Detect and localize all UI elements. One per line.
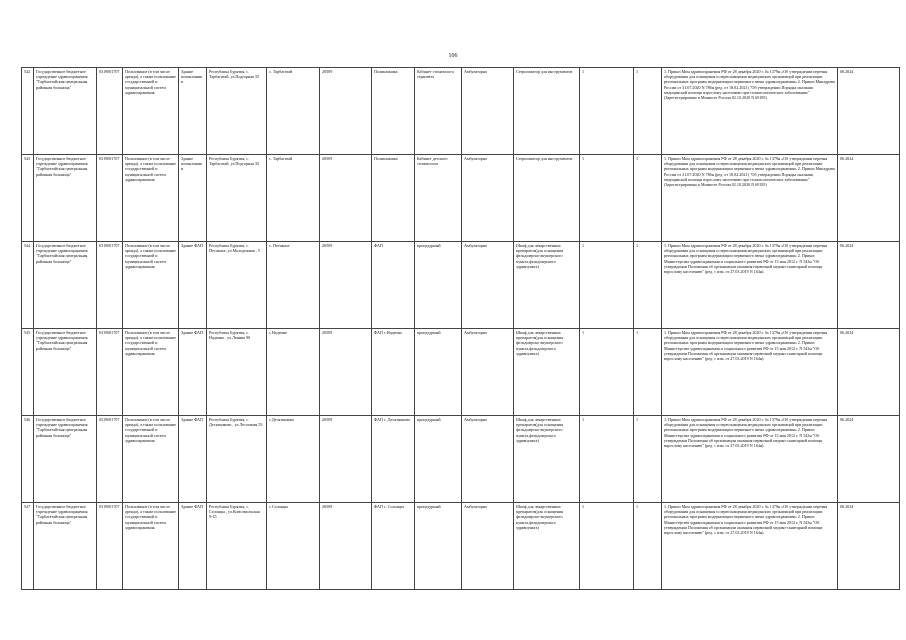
cell-quantity: 1 (580, 155, 634, 242)
cell-settlement: с.Надеино (267, 329, 320, 416)
cell-equipment: Стерилизатор для инструментов (514, 68, 580, 155)
cell-okato: 20509 (320, 68, 372, 155)
cell-settlement: с. Тарбагатай (267, 68, 320, 155)
cell-okato: 20509 (320, 329, 372, 416)
cell-code: 0319001707 (97, 329, 123, 416)
cell-address: Республика Бурятия, с. Десятниково , ул.Лесхозная 55 (207, 416, 267, 503)
cell-number: 545 (22, 329, 34, 416)
cell-building: Здание ФАП (179, 503, 207, 590)
cell-mode: Амбулаторно (462, 155, 514, 242)
cell-address: Республика Бурятия, с. Песчаное, ул.Молодежная , 5 (207, 242, 267, 329)
cell-quantity: 1 (580, 329, 634, 416)
cell-room: Кабинет детского стоматолога (415, 155, 462, 242)
cell-organization: Государственное бюджетное учреждение здравоохранения "Тарбагатайская центральная районная больница" (34, 416, 97, 503)
cell-number: 546 (22, 416, 34, 503)
cell-date: 06.2024 (838, 68, 900, 155)
cell-settlement: с.Солонцы (267, 503, 320, 590)
cell-legal-basis: 1. Приказ Мин здравоохранения РФ от 28 декабря 2020 г. № 1379н «Об утверждении перечня оборудования для оснащения и переоснащения медицинских организаций при реализации региональных программ модернизации первичного звена здравоохранения» 2. Приказ Минздрава России от 31.07.2020 N 786н (ред. от 18.02.2021) "Об утверждении Порядка оказания медицинской помощи взрослому населению при стоматологических заболеваниях" (Зарегистрировано в Минюсте России 02.10.2020 N 60185) (662, 155, 838, 242)
table-row (22, 329, 900, 416)
cell-building: Здание поликлиники (179, 155, 207, 242)
cell-room: Кабинет стоматолога терапевта (415, 68, 462, 155)
cell-purpose: Пользование (в том числе аренда), а также пользование государственной и муниципальной систем здравоохранения (123, 68, 179, 155)
cell-unit: ФАП с. Десятниково (372, 416, 415, 503)
cell-date: 06.2024 (838, 503, 900, 590)
cell-number: 547 (22, 503, 34, 590)
cell-mode: Амбулаторно (462, 503, 514, 590)
cell-quantity: 1 (580, 68, 634, 155)
cell-organization: Государственное бюджетное учреждение здравоохранения "Тарбагатайская центральная районная больница" (34, 68, 97, 155)
cell-quantity-required: 1 (634, 155, 662, 242)
cell-settlement: с.Десятниково (267, 416, 320, 503)
cell-quantity: 1 (580, 503, 634, 590)
cell-purpose: Пользование (в том числе аренда), а также пользование государственной и муниципальной систем здравоохранения (123, 416, 179, 503)
cell-okato: 20509 (320, 503, 372, 590)
cell-building: Здание ФАП (179, 416, 207, 503)
cell-quantity-required: 1 (634, 68, 662, 155)
cell-organization: Государственное бюджетное учреждение здравоохранения "Тарбагатайская центральная районная больница" (34, 242, 97, 329)
cell-code: 0319001707 (97, 242, 123, 329)
cell-room: процедурный (415, 242, 462, 329)
table-row (22, 416, 900, 503)
cell-equipment: Шкаф для лекарственных препаратов(для оснащения фельдшерско-акушерского пункта,фельдшерского здравпункта) (514, 416, 580, 503)
cell-organization: Государственное бюджетное учреждение здравоохранения "Тарбагатайская центральная районная больница" (34, 503, 97, 590)
cell-mode: Амбулаторно (462, 242, 514, 329)
cell-legal-basis: 1. Приказ Мин здравоохранения РФ от 28 декабря 2020 г. № 1379н «Об утверждении перечня оборудования для оснащения и переоснащения медицинских организаций при реализации региональных программ модернизации первичного звена здравоохранения» 2. Приказ Министерства здравоохранения и социального развития РФ от 15 мая 2012 г. N 543н "Об утверждении Положения об организации оказания первичной медико-санитарной помощи взрослому населению" (ред. с изм. от 27.03.2019 N 164н). (662, 416, 838, 503)
cell-settlement: с. Песчаное (267, 242, 320, 329)
cell-building: Здание поликлиники (179, 68, 207, 155)
cell-purpose: Пользование (в том числе аренда), а также пользование государственной и муниципальной систем здравоохранения (123, 242, 179, 329)
cell-settlement: с. Тарбагатай (267, 155, 320, 242)
cell-date: 06.2024 (838, 329, 900, 416)
cell-unit: ФАП с.Надеино (372, 329, 415, 416)
cell-legal-basis: 1. Приказ Мин здравоохранения РФ от 28 декабря 2020 г. № 1379н «Об утверждении перечня оборудования для оснащения и переоснащения медицинских организаций при реализации региональных программ модернизации первичного звена здравоохранения» 2. Приказ Министерства здравоохранения и социального развития РФ от 15 мая 2012 г. N 543н "Об утверждении Положения об организации оказания первичной медико-санитарной помощи взрослому населению" (ред. с изм. от 27.03.2019 N 164н). (662, 503, 838, 590)
cell-legal-basis: 1. Приказ Мин здравоохранения РФ от 28 декабря 2020 г. № 1379н «Об утверждении перечня оборудования для оснащения и переоснащения медицинских организаций при реализации региональных программ модернизации первичного звена здравоохранения» 2. Приказ Министерства здравоохранения и социального развития РФ от 15 мая 2012 г. N 543н "Об утверждении Положения об организации оказания первичной медико-санитарной помощи взрослому населению" (ред. с изм. от 27.03.2019 N 164н). (662, 242, 838, 329)
cell-room: процедурный (415, 503, 462, 590)
cell-code: 0319001707 (97, 416, 123, 503)
cell-purpose: Пользование (в том числе аренда), а также пользование государственной и муниципальной систем здравоохранения (123, 329, 179, 416)
cell-okato: 20509 (320, 416, 372, 503)
cell-organization: Государственное бюджетное учреждение здравоохранения "Тарбагатайская центральная районная больница" (34, 155, 97, 242)
cell-address: Республика Бурятия, с. Тарбагатай, ул.Подгорная 35 (207, 155, 267, 242)
cell-mode: Амбулаторно (462, 329, 514, 416)
cell-address: Республика Бурятия, с. Тарбагатай, ул.Подгорная 35 (207, 68, 267, 155)
cell-code: 0319001707 (97, 155, 123, 242)
table-row (22, 68, 900, 155)
equipment-register-table (21, 67, 900, 590)
cell-quantity: 1 (580, 242, 634, 329)
cell-number: 543 (22, 155, 34, 242)
cell-equipment: Шкаф для лекарственных препаратов(для оснащения фельдшерско-акушерского пункта,фельдшерского здравпункта) (514, 329, 580, 416)
table-row (22, 503, 900, 590)
cell-legal-basis: 1. Приказ Мин здравоохранения РФ от 28 декабря 2020 г. № 1379н «Об утверждении перечня оборудования для оснащения и переоснащения медицинских организаций при реализации региональных программ модернизации первичного звена здравоохранения» 2. Приказ Минздрава России от 31.07.2020 N 786н (ред. от 18.02.2021) "Об утверждении Порядка оказания медицинской помощи взрослому населению при стоматологических заболеваниях" (Зарегистрировано в Минюсте России 02.10.2020 N 60185) (662, 68, 838, 155)
cell-building: Здание ФАП (179, 329, 207, 416)
cell-unit: ФАП с. Солонцы (372, 503, 415, 590)
cell-okato: 20509 (320, 242, 372, 329)
cell-code: 0319001707 (97, 503, 123, 590)
cell-quantity-required: 1 (634, 416, 662, 503)
cell-quantity-required: 1 (634, 329, 662, 416)
cell-unit: Поликлиника (372, 68, 415, 155)
cell-legal-basis: 1. Приказ Мин здравоохранения РФ от 28 декабря 2020 г. № 1379н «Об утверждении перечня оборудования для оснащения и переоснащения медицинских организаций при реализации региональных программ модернизации первичного звена здравоохранения» 2. Приказ Министерства здравоохранения и социального развития РФ от 15 мая 2012 г. N 543н "Об утверждении Положения об организации оказания первичной медико-санитарной помощи взрослому населению" (ред. с изм. от 27.03.2019 N 164н). (662, 329, 838, 416)
cell-building: Здание ФАП (179, 242, 207, 329)
cell-purpose: Пользование (в том числе аренда), а также пользование государственной и муниципальной систем здравоохранения (123, 155, 179, 242)
cell-unit: Поликлиника (372, 155, 415, 242)
cell-mode: Амбулаторно (462, 416, 514, 503)
cell-equipment: Шкаф для лекарственных препаратов(для оснащения фельдшерско-акушерского пункта,фельдшерского здравпункта) (514, 503, 580, 590)
cell-quantity-required: 1 (634, 503, 662, 590)
cell-equipment: Стерилизатор для инструментов (514, 155, 580, 242)
cell-room: процедурный (415, 416, 462, 503)
cell-number: 544 (22, 242, 34, 329)
page-number: 106 (448, 53, 458, 59)
table-row (22, 155, 900, 242)
cell-quantity-required: 1 (634, 242, 662, 329)
cell-unit: ФАП (372, 242, 415, 329)
cell-address: Республика Бурятия, с. Солонцы , ул.Комсомольская 9-15 (207, 503, 267, 590)
cell-address: Республика Бурятия, с. Надеино , ул.Ленина 90 (207, 329, 267, 416)
cell-date: 06.2024 (838, 242, 900, 329)
cell-purpose: Пользование (в том числе аренда), а также пользование государственной и муниципальной систем здравоохранения (123, 503, 179, 590)
cell-mode: Амбулаторно (462, 68, 514, 155)
cell-date: 06.2024 (838, 416, 900, 503)
cell-code: 0319001707 (97, 68, 123, 155)
cell-room: процедурный (415, 329, 462, 416)
cell-organization: Государственное бюджетное учреждение здравоохранения "Тарбагатайская центральная районная больница" (34, 329, 97, 416)
cell-equipment: Шкаф для лекарственных препаратов(для оснащения фельдшерско-акушерского пункта,фельдшерского здравпункта) (514, 242, 580, 329)
cell-quantity: 1 (580, 416, 634, 503)
table-row (22, 242, 900, 329)
cell-date: 06.2024 (838, 155, 900, 242)
cell-number: 542 (22, 68, 34, 155)
cell-okato: 20509 (320, 155, 372, 242)
